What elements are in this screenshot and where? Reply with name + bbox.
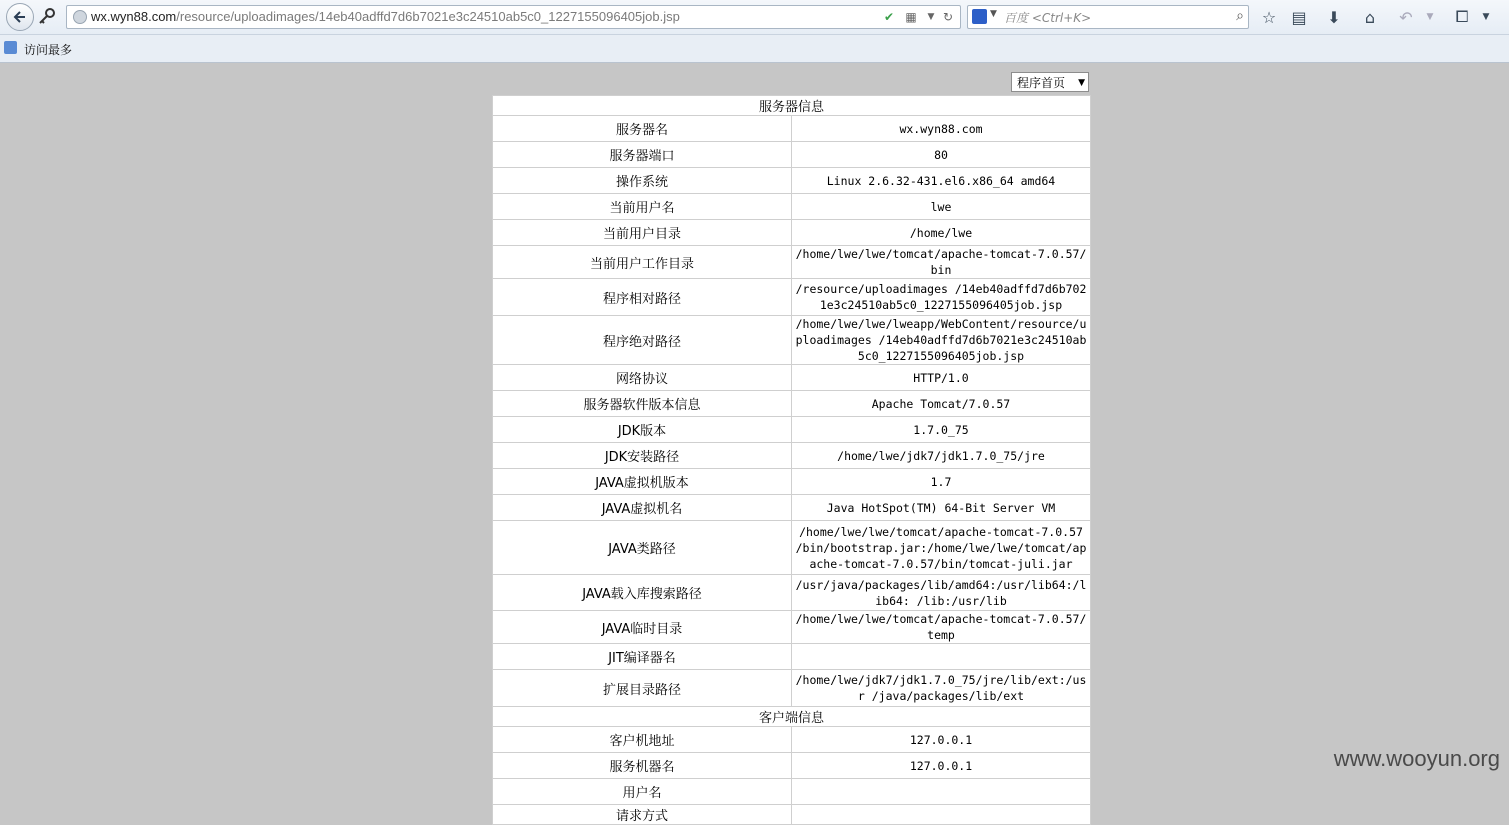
download-icon[interactable]: ⬇ bbox=[1327, 7, 1341, 27]
row-label: JAVA临时目录 bbox=[493, 611, 792, 644]
table-row bbox=[493, 753, 1091, 779]
row-value: /home/lwe/lwe/lweapp/WebContent/resource/uploadimages /14eb40adffd7d6b7021e3c24510ab5c0_1227155096405job.jsp bbox=[792, 316, 1091, 365]
row-value: /home/lwe/lwe/tomcat/apache-tomcat-7.0.57/bin bbox=[792, 246, 1091, 279]
undo-icon[interactable]: ↶ bbox=[1399, 7, 1413, 27]
row-value bbox=[792, 644, 1091, 670]
undo-dropdown-icon[interactable]: ▼ bbox=[1426, 12, 1434, 22]
server-info-table bbox=[492, 95, 1091, 825]
star-icon[interactable]: ☆ bbox=[1261, 7, 1277, 27]
row-label: 操作系统 bbox=[493, 168, 792, 194]
row-label: 当前用户目录 bbox=[493, 220, 792, 246]
row-value: /home/lwe/lwe/tomcat/apache-tomcat-7.0.57 /bin/bootstrap.jar:/home/lwe/lwe/tomcat/apache-tomcat-7.0.57/bin/tomcat-juli.jar bbox=[792, 521, 1091, 575]
row-label: JDK安装路径 bbox=[493, 443, 792, 469]
row-label: 当前用户名 bbox=[493, 194, 792, 220]
row-label: 扩展目录路径 bbox=[493, 670, 792, 707]
table-row bbox=[493, 575, 1091, 611]
section-title: 客户端信息 bbox=[493, 707, 1091, 727]
qrcode-icon[interactable]: ▦ bbox=[905, 10, 917, 24]
table-row bbox=[493, 194, 1091, 220]
table-row bbox=[493, 521, 1091, 575]
row-value: /resource/uploadimages /14eb40adffd7d6b7021e3c24510ab5c0_1227155096405job.jsp bbox=[792, 279, 1091, 316]
table-row bbox=[493, 316, 1091, 365]
row-value: 1.7.0_75 bbox=[792, 417, 1091, 443]
table-row bbox=[493, 805, 1091, 825]
row-value: /home/lwe/jdk7/jdk1.7.0_75/jre/lib/ext:/usr /java/packages/lib/ext bbox=[792, 670, 1091, 707]
url-host: wx.wyn88.com bbox=[91, 9, 177, 24]
row-label: 客户机地址 bbox=[493, 727, 792, 753]
table-row bbox=[493, 168, 1091, 194]
search-icon[interactable]: ⌕ bbox=[1236, 8, 1244, 24]
search-bar[interactable] bbox=[967, 5, 1249, 29]
table-row bbox=[493, 670, 1091, 707]
bookmark-most-visited[interactable]: 访问最多 bbox=[24, 43, 73, 57]
row-label: JAVA虚拟机版本 bbox=[493, 469, 792, 495]
bookmark-folder-icon bbox=[4, 41, 17, 54]
row-label: 用户名 bbox=[493, 779, 792, 805]
table-row bbox=[493, 443, 1091, 469]
crop-icon[interactable]: ⧠ bbox=[1455, 7, 1469, 26]
row-label: JIT编译器名 bbox=[493, 644, 792, 670]
row-label: 网络协议 bbox=[493, 365, 792, 391]
url-text bbox=[91, 9, 680, 24]
row-label: JAVA类路径 bbox=[493, 521, 792, 575]
table-row bbox=[493, 391, 1091, 417]
crop-dropdown-icon[interactable]: ▼ bbox=[1482, 12, 1490, 22]
table-row bbox=[493, 611, 1091, 644]
row-value: /home/lwe/jdk7/jdk1.7.0_75/jre bbox=[792, 443, 1091, 469]
table-row bbox=[493, 495, 1091, 521]
table-row bbox=[493, 279, 1091, 316]
row-value: Java HotSpot(TM) 64-Bit Server VM bbox=[792, 495, 1091, 521]
search-placeholder: 百度 <Ctrl+K> bbox=[1004, 11, 1092, 25]
dropdown-icon[interactable]: ▼ bbox=[927, 12, 935, 22]
row-value: Apache Tomcat/7.0.57 bbox=[792, 391, 1091, 417]
table-row bbox=[493, 417, 1091, 443]
program-nav-select[interactable] bbox=[1011, 72, 1089, 92]
table-row bbox=[493, 246, 1091, 279]
row-value: wx.wyn88.com bbox=[792, 116, 1091, 142]
table-row bbox=[493, 142, 1091, 168]
reload-icon[interactable]: ↻ bbox=[942, 10, 954, 24]
reading-list-icon[interactable]: ▤ bbox=[1291, 7, 1307, 27]
row-value: /home/lwe/lwe/tomcat/apache-tomcat-7.0.57/temp bbox=[792, 611, 1091, 644]
url-path: /resource/uploadimages/14eb40adffd7d6b7021e3c24510ab5c0_1227155096405job.jsp bbox=[176, 9, 680, 24]
browser-toolbar bbox=[0, 0, 1509, 35]
table-row bbox=[493, 365, 1091, 391]
row-value: lwe bbox=[792, 194, 1091, 220]
key-icon[interactable] bbox=[36, 6, 58, 26]
url-bar[interactable] bbox=[66, 5, 961, 29]
section-header bbox=[493, 707, 1091, 727]
row-value: /usr/java/packages/lib/amd64:/usr/lib64:/lib64: /lib:/usr/lib bbox=[792, 575, 1091, 611]
row-value: HTTP/1.0 bbox=[792, 365, 1091, 391]
row-label: 程序绝对路径 bbox=[493, 316, 792, 365]
row-label: 服务器名 bbox=[493, 116, 792, 142]
watermark: www.wooyun.org bbox=[1333, 746, 1500, 771]
row-label: 服务器软件版本信息 bbox=[493, 391, 792, 417]
row-label: 程序相对路径 bbox=[493, 279, 792, 316]
row-value: /home/lwe bbox=[792, 220, 1091, 246]
section-header bbox=[493, 96, 1091, 116]
row-value bbox=[792, 805, 1091, 825]
row-value: 127.0.0.1 bbox=[792, 753, 1091, 779]
row-value bbox=[792, 779, 1091, 805]
row-label: JAVA载入库搜索路径 bbox=[493, 575, 792, 611]
bookmarks-bar bbox=[0, 35, 1509, 63]
row-value: 80 bbox=[792, 142, 1091, 168]
table-row bbox=[493, 779, 1091, 805]
engine-dropdown-icon[interactable]: ▼ bbox=[990, 9, 997, 19]
shield-icon[interactable]: ✔ bbox=[883, 10, 895, 24]
section-title: 服务器信息 bbox=[493, 96, 1091, 116]
globe-icon bbox=[73, 10, 87, 24]
table-row bbox=[493, 220, 1091, 246]
row-label: JAVA虚拟机名 bbox=[493, 495, 792, 521]
back-arrow-icon bbox=[13, 10, 27, 24]
table-row bbox=[493, 116, 1091, 142]
row-value: Linux 2.6.32-431.el6.x86_64 amd64 bbox=[792, 168, 1091, 194]
row-value: 127.0.0.1 bbox=[792, 727, 1091, 753]
row-label: 服务器端口 bbox=[493, 142, 792, 168]
row-label: JDK版本 bbox=[493, 417, 792, 443]
select-value: 程序首页 bbox=[1017, 76, 1066, 90]
table-row bbox=[493, 727, 1091, 753]
back-button[interactable] bbox=[6, 3, 34, 31]
table-row bbox=[493, 644, 1091, 670]
row-label: 请求方式 bbox=[493, 805, 792, 825]
row-value: 1.7 bbox=[792, 469, 1091, 495]
table-row bbox=[493, 469, 1091, 495]
row-label: 当前用户工作目录 bbox=[493, 246, 792, 279]
row-label: 服务机器名 bbox=[493, 753, 792, 779]
search-engine-icon[interactable] bbox=[972, 9, 987, 24]
home-icon[interactable]: ⌂ bbox=[1364, 7, 1376, 27]
chevron-down-icon: ▼ bbox=[1078, 78, 1085, 88]
